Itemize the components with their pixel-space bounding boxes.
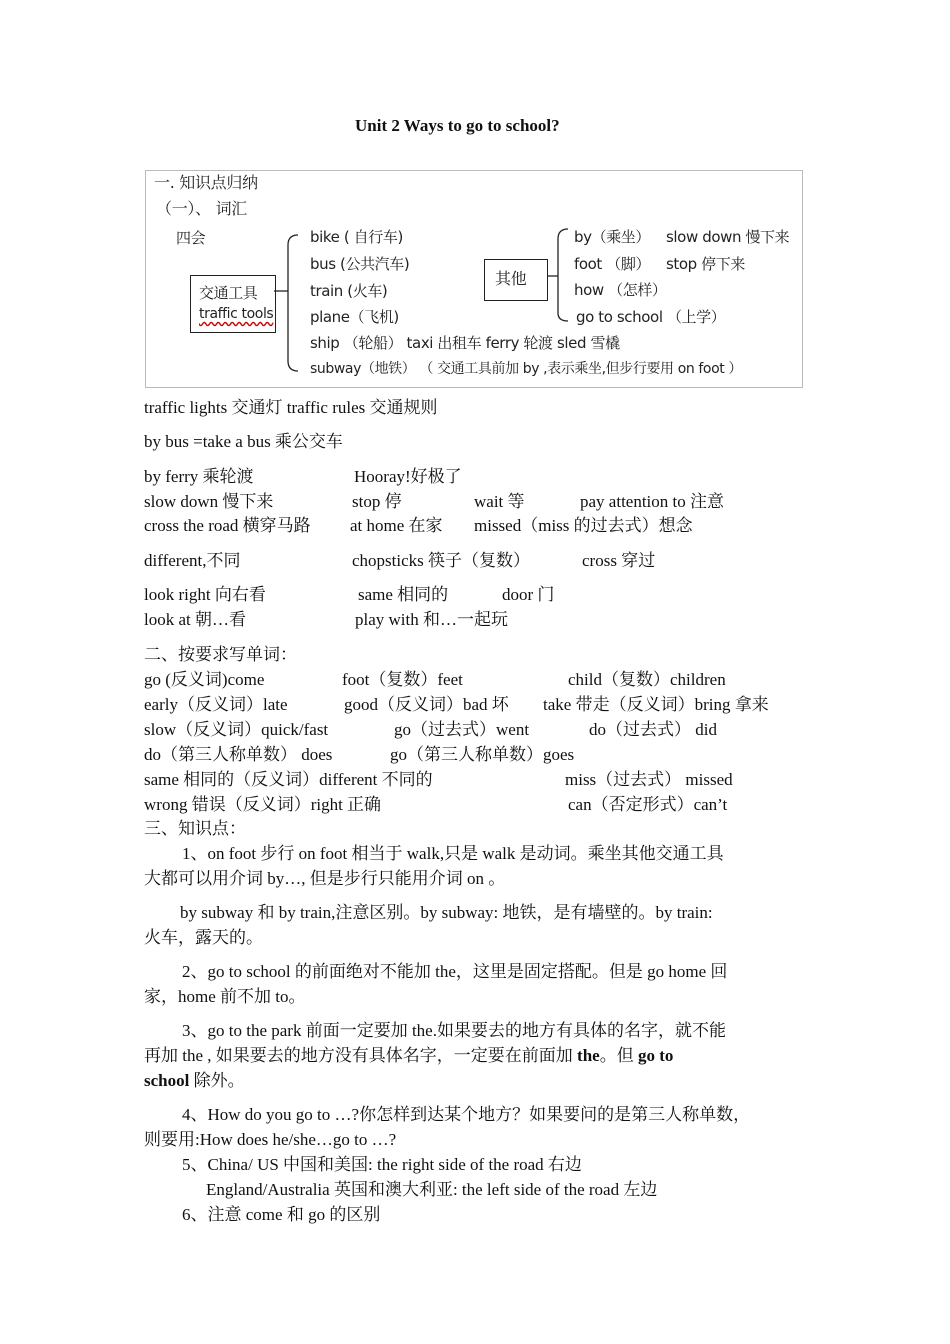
other-item: stop 停下来 [666,255,745,273]
word-item: child（复数）children [568,670,726,689]
knowledge-point: 4、How do you go to …?你怎样到达某个地方？如果要问的是第三人称单数， [182,1105,751,1124]
word-item: miss（过去式） missed [565,770,733,789]
word-item: do（第三人称单数） does [144,745,333,764]
other-item: how （怎样） [574,281,667,299]
transport-item: plane（飞机) [310,308,399,326]
word-item: wrong 错误（反义词）right 正确 [144,795,382,814]
text-run: 除外。 [189,1071,245,1090]
knowledge-point [144,1071,245,1091]
knowledge-point: 1、on foot 步行 on foot 相当于 walk,只是 walk 是动词。乘坐其他交通工具 [182,844,724,863]
bold-run: school [144,1071,190,1090]
knowledge-point: 2、go to school 的前面绝对不能加 the，这里是固定搭配。但是 go home 回 [182,962,728,981]
section2-heading: 二、按要求写单词： [144,645,297,664]
knowledge-point: 5、China/ US 中国和美国: the right side of the road 右边 [182,1155,582,1174]
knowledge-point: 则要用:How does he/she…go to …? [144,1130,397,1149]
vocab-line: look at 朝…看 [144,610,246,629]
vocab-line: missed（miss 的过去式）想念 [474,516,693,535]
vocab-heading-2: （一）、 词汇 [156,199,247,218]
knowledge-point: 3、go to the park 前面一定要加 the.如果要去的地方有具体的名字，就不能 [182,1021,726,1040]
word-item: take 带走（反义词）bring 拿来 [543,695,769,714]
word-item: go（第三人称单数）goes [390,745,575,764]
other-item: go to school （上学） [576,308,726,326]
vocab-line: cross 穿过 [582,551,656,570]
vocab-line: by ferry 乘轮渡 [144,467,254,486]
page-title: Unit 2 Ways to go to school? [355,116,560,135]
vocab-line: cross the road 横穿马路 [144,516,311,535]
vocab-line: chopsticks 筷子（复数） [352,551,531,570]
other-label: 其他 [495,269,527,288]
other-item: slow down 慢下来 [666,228,790,246]
vocab-line: door 门 [502,585,555,604]
vocab-line: different,不同 [144,551,241,570]
text-run: 。但 [599,1046,638,1065]
knowledge-point: by subway 和 by train,注意区别。by subway: 地铁，是有墙壁的。by train: [180,903,713,922]
vocab-line: traffic lights 交通灯 traffic rules 交通规则 [144,398,438,417]
word-item: go (反义词)come [144,670,265,689]
transport-label-en: traffic tools [199,306,274,322]
transport-item: train (火车) [310,282,388,300]
vocab-figure [145,170,803,388]
text-run: 再加 the , 如果要去的地方没有具体名字，一定要在前面加 [144,1046,578,1065]
section3-heading: 三、知识点： [144,819,246,838]
vocab-line: slow down 慢下来 [144,492,274,511]
transport-label-cn: 交通工具 [199,284,258,302]
bold-run: the [577,1046,600,1065]
vocab-line: look right 向右看 [144,585,266,604]
vocab-line: Hooray!好极了 [354,467,462,486]
vocab-line: wait 等 [474,492,525,511]
knowledge-point: England/Australia 英国和澳大利亚: the left side of the road 左边 [206,1180,658,1199]
transport-item: bike ( 自行车) [310,228,403,246]
transport-item: bus (公共汽车) [310,255,410,273]
bold-run: go to [637,1046,674,1065]
knowledge-point [144,1046,673,1066]
word-item: good（反义词）bad 坏 [344,695,509,714]
other-item: by（乘坐） [574,228,650,246]
vocab-line: pay attention to 注意 [580,492,725,511]
sihui-label: 四会 [176,229,206,247]
word-item: go（过去式）went [394,720,530,739]
transport-item: subway（地铁） （ 交通工具前加 by ,表示乘坐,但步行要用 on foot ） [310,361,742,377]
transport-box [190,275,276,333]
knowledge-point: 家，home 前不加 to。 [144,987,306,1006]
word-item: slow（反义词）quick/fast [144,720,329,739]
vocab-line: at home 在家 [350,516,443,535]
vocab-line: stop 停 [352,492,402,511]
word-item: do（过去式） did [589,720,717,739]
word-item: foot（复数）feet [342,670,463,689]
word-item: can（否定形式）can’t [568,795,728,814]
vocab-heading-1: 一. 知识点归纳 [154,173,258,192]
word-item: same 相同的（反义词）different 不同的 [144,770,433,789]
word-item: early（反义词）late [144,695,288,714]
knowledge-point: 火车，露天的。 [144,928,263,947]
knowledge-point: 大都可以用介词 by…, 但是步行只能用介词 on 。 [144,869,506,888]
vocab-line: same 相同的 [358,585,449,604]
transport-item: ship （轮船） taxi 出租车 ferry 轮渡 sled 雪橇 [310,334,620,352]
other-item: foot （脚） [574,255,651,273]
knowledge-point: 6、注意 come 和 go 的区别 [182,1205,381,1224]
other-box [484,259,548,301]
vocab-line: play with 和…一起玩 [355,610,508,629]
vocab-line: by bus =take a bus 乘公交车 [144,432,343,451]
